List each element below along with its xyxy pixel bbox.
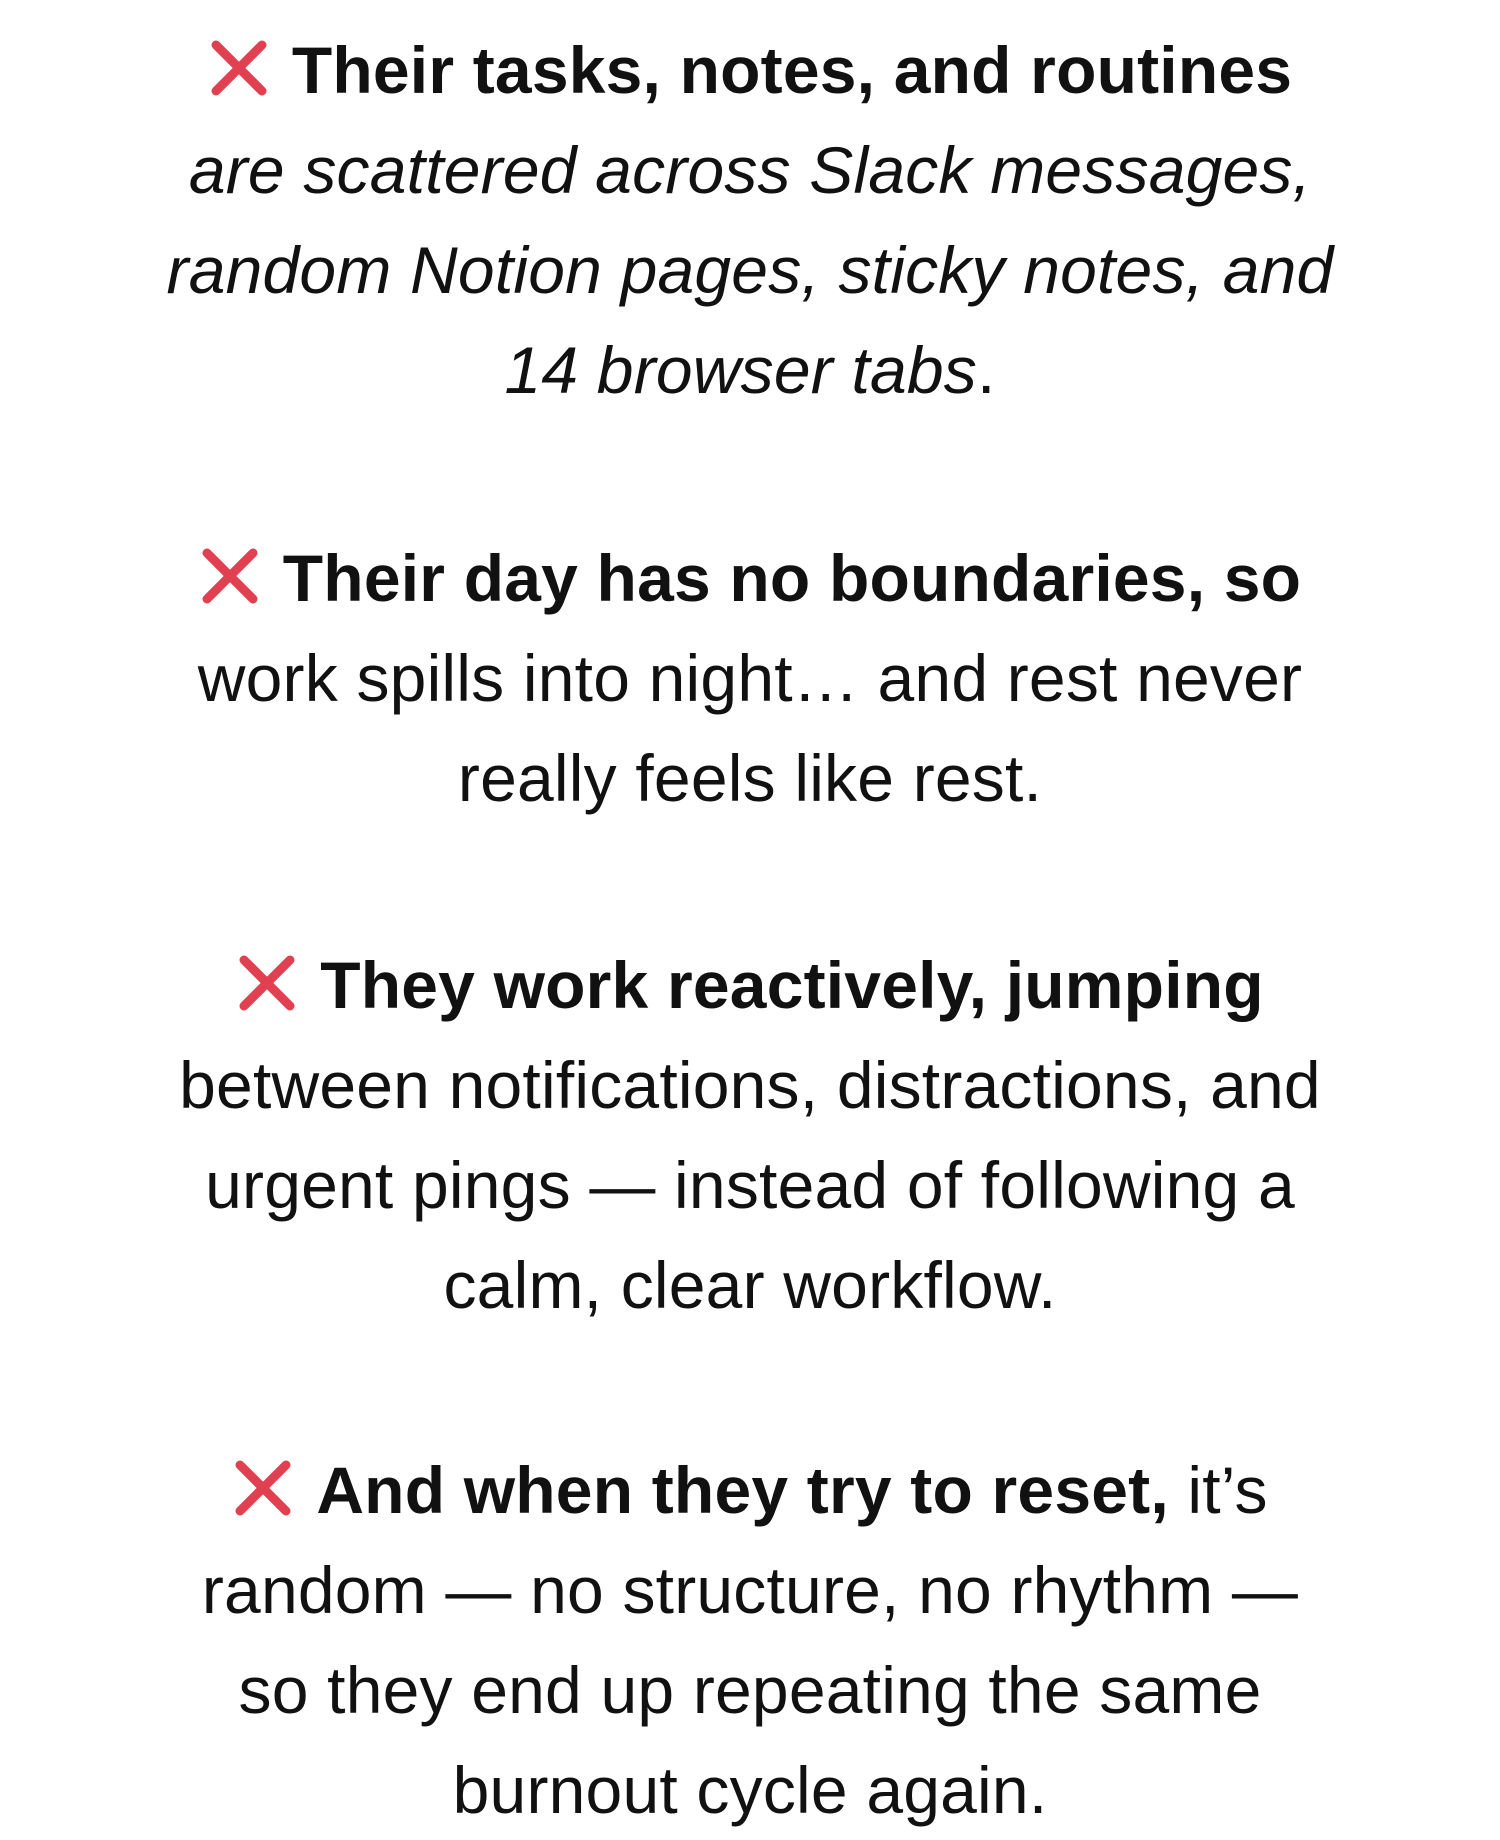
pain-point-1-line-4 (60, 320, 1440, 420)
pain-point-1 (60, 20, 1440, 420)
cross-mark-icon (199, 545, 261, 607)
pain-point-1-line-2: are scattered across Slack messages, (188, 133, 1312, 207)
cross-mark-icon (232, 1457, 294, 1519)
pain-point-3-heading: They work reactively, jumping (320, 948, 1264, 1022)
pain-point-3-line-1 (60, 935, 1440, 1035)
pain-point-2-heading: Their day has no boundaries, so (282, 541, 1302, 615)
pain-point-3-line-3: urgent pings — instead of following a (205, 1148, 1295, 1222)
pain-point-3-line-2: between notifications, distractions, and (179, 1048, 1321, 1122)
pain-point-2-line-2: work spills into night… and rest never (197, 641, 1303, 715)
pain-point-4-heading: And when they try to reset, (316, 1453, 1169, 1527)
pain-point-4-heading-tail: it’s (1168, 1453, 1268, 1527)
pain-point-1-line-3: random Notion pages, sticky notes, and (166, 233, 1334, 307)
pain-point-1-line-4-text: 14 browser tabs (504, 333, 978, 407)
pain-point-4 (60, 1440, 1440, 1840)
pain-point-1-heading: Their tasks, notes, and routines (291, 33, 1293, 107)
cross-mark-icon (236, 952, 298, 1014)
pain-point-1-line-1 (60, 20, 1440, 120)
pain-point-4-line-4: burnout cycle again. (452, 1753, 1048, 1827)
pain-point-3-line-4: calm, clear workflow. (443, 1248, 1057, 1322)
pain-point-4-line-1 (60, 1440, 1440, 1540)
pain-point-2 (60, 528, 1440, 828)
cross-mark-icon (208, 37, 270, 99)
pain-point-3 (60, 935, 1440, 1335)
pain-point-4-line-2: random — no structure, no rhythm — (201, 1553, 1299, 1627)
pain-point-1-period: . (977, 333, 996, 407)
pain-point-4-line-3: so they end up repeating the same (238, 1653, 1262, 1727)
pain-point-2-line-3: really feels like rest. (457, 741, 1043, 815)
pain-point-2-line-1 (60, 528, 1440, 628)
